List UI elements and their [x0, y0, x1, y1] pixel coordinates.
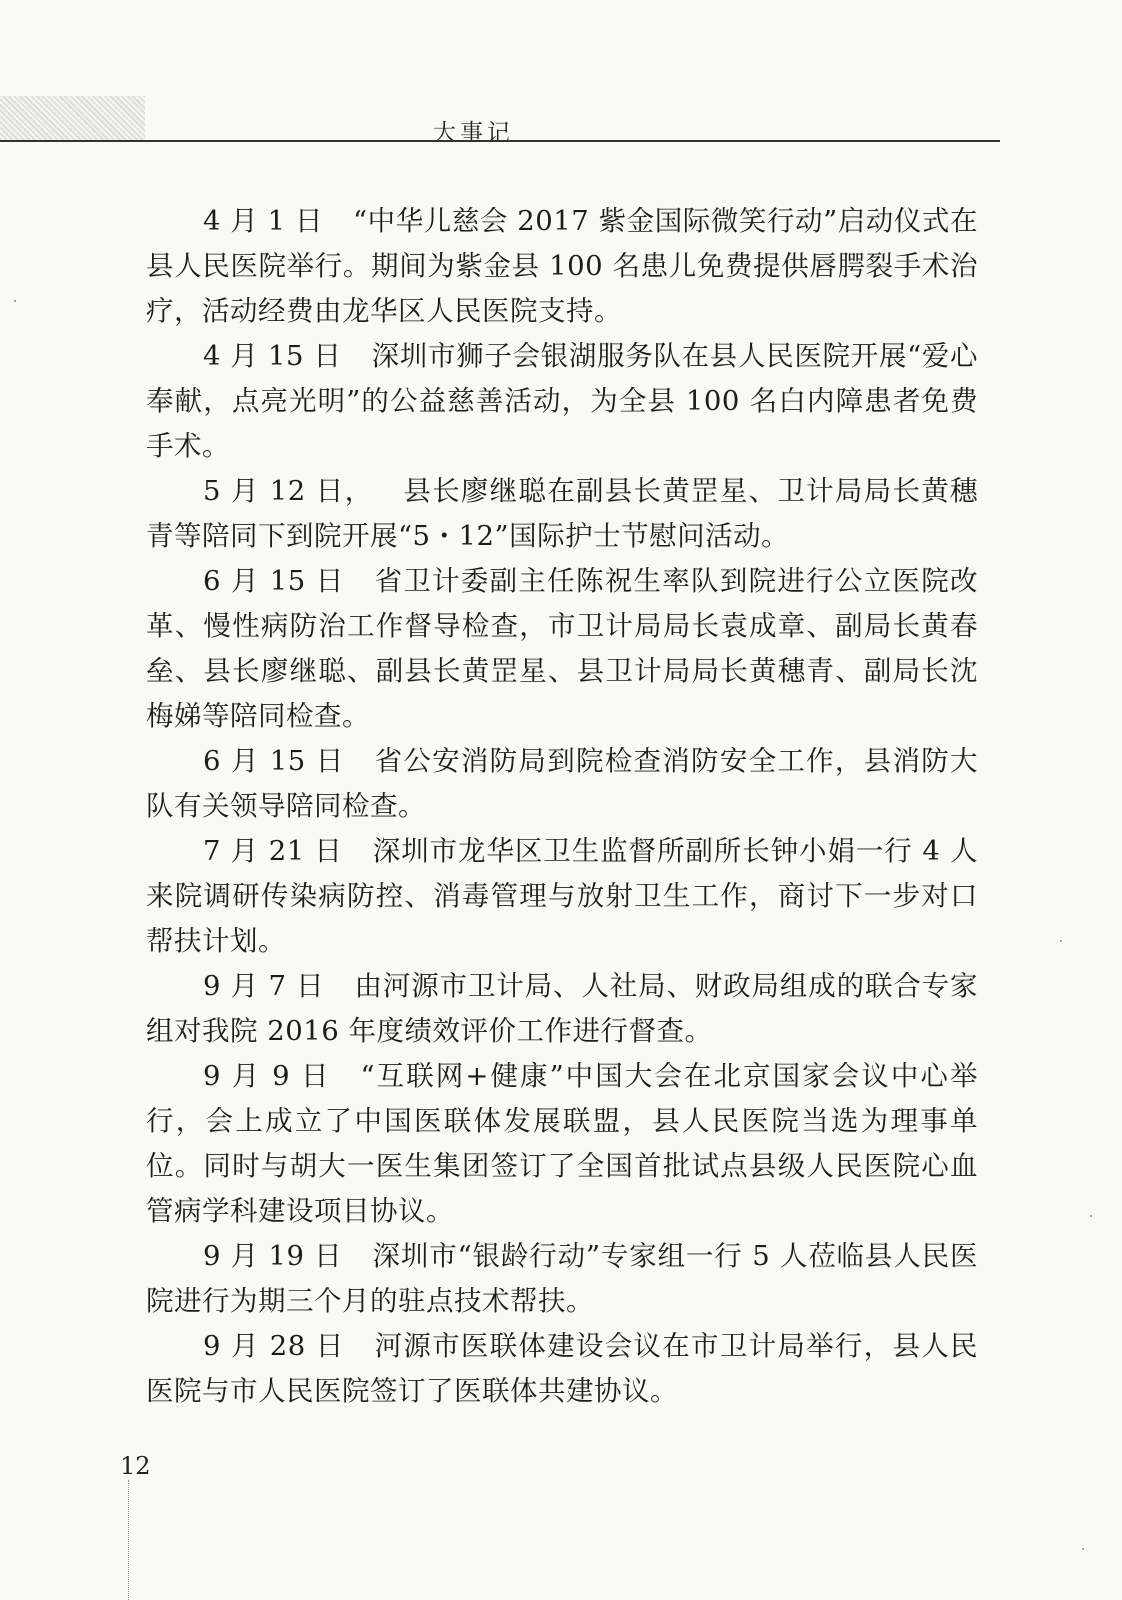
entry-text: 深圳市龙华区卫生监督所副所长钟小娟一行 4 人来院调研传染病防控、消毒管理与放射卫生工作，商讨下一步对口帮扶计划。 [146, 835, 978, 957]
chronicle-entry [146, 829, 978, 964]
scan-speck [1090, 1215, 1092, 1217]
entry-text: 县长廖继聪在副县长黄罡星、卫计局局长黄穗青等陪同下到院开展“5・12”国际护士节慰问活动。 [146, 475, 978, 552]
entry-text: 省卫计委副主任陈祝生率队到院进行公立医院改革、慢性病防治工作督导检查，市卫计局局长袁成章、副局长黄春垒、县长廖继聪、副县长黄罡星、县卫计局局长黄穗青、副局长沈梅娣等陪同检查。 [146, 565, 979, 732]
entry-date: 9 月 7 日 [203, 970, 325, 1002]
binding-margin-line [128, 1480, 129, 1600]
scan-speck [1060, 940, 1062, 942]
chronicle-body [146, 199, 978, 1414]
entry-text: 河源市医联体建设会议在市卫计局举行，县人民医院与市人民医院签订了医联体共建协议。 [146, 1330, 979, 1407]
entry-date: 6 月 15 日 [203, 745, 345, 777]
chronicle-entry [146, 1054, 978, 1234]
entry-text: “中华儿慈会 2017 紫金国际微笑行动”启动仪式在县人民医院举行。期间为紫金县 100 名患儿免费提供唇腭裂手术治疗，活动经费由龙华区人民医院支持。 [146, 205, 978, 327]
entry-text: 深圳市狮子会银湖服务队在县人民医院开展“爱心奉献，点亮光明”的公益慈善活动，为全县 100 名白内障患者免费手术。 [146, 340, 978, 462]
entry-date: 6 月 15 日 [203, 565, 345, 597]
page-number: 12 [120, 1452, 151, 1480]
header-rule [0, 140, 1000, 142]
chronicle-entry [146, 559, 978, 739]
chronicle-entry [146, 334, 978, 469]
chronicle-entry [146, 199, 978, 334]
scan-speck [1082, 1548, 1084, 1550]
entry-date: 9 月 19 日 [203, 1240, 343, 1272]
scan-shading [0, 96, 145, 140]
chronicle-entry [146, 964, 978, 1054]
running-header: 大事记 [433, 120, 514, 146]
chronicle-entry [146, 1324, 978, 1414]
entry-text: 由河源市卫计局、人社局、财政局组成的联合专家组对我院 2016 年度绩效评价工作进行督查。 [146, 970, 979, 1047]
scan-speck [14, 300, 16, 302]
entry-text: 省公安消防局到院检查消防安全工作，县消防大队有关领导陪同检查。 [146, 745, 979, 822]
entry-date: 5 月 12 日， [203, 475, 374, 507]
entry-date: 9 月 9 日 [203, 1060, 331, 1092]
chronicle-entry [146, 469, 978, 559]
chronicle-entry [146, 1234, 978, 1324]
entry-text: “互联网+健康”中国大会在北京国家会议中心举行，会上成立了中国医联体发展联盟，县人民医院当选为理事单位。同时与胡大一医生集团签订了全国首批试点县级人民医院心血管病学科建设项目协议。 [146, 1060, 978, 1227]
chronicle-entry [146, 739, 978, 829]
entry-date: 4 月 1 日 [203, 205, 324, 237]
entry-date: 7 月 21 日 [203, 835, 343, 867]
entry-date: 9 月 28 日 [203, 1330, 345, 1362]
entry-date: 4 月 15 日 [203, 340, 342, 372]
entry-text: 深圳市“银龄行动”专家组一行 5 人莅临县人民医院进行为期三个月的驻点技术帮扶。 [146, 1240, 978, 1317]
